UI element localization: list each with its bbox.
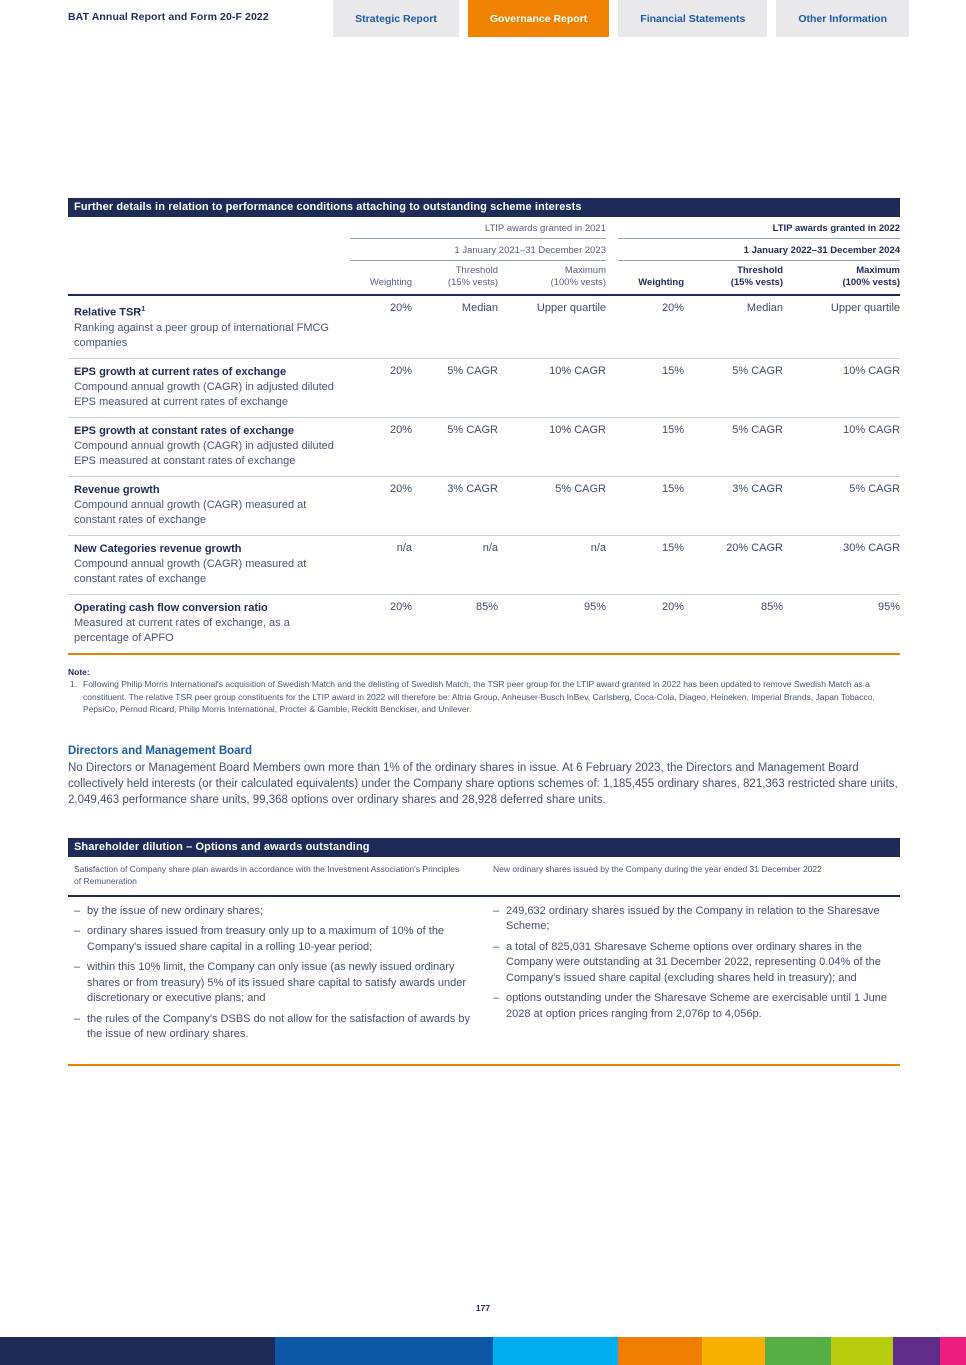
- performance-table-title-bar: Further details in relation to performance conditions attaching to outstanding scheme interests: [68, 198, 900, 217]
- tab-strategic-report[interactable]: Strategic Report: [333, 0, 459, 37]
- cell-value: 3% CAGR: [412, 476, 498, 535]
- footnote-text: Following Philip Morris International's acquisition of Swedish Match and the delisting of Swedish Match, the TSR peer group for the LTIP award granted in 2022 has been updated to remove Swedish Match as a constituent. The relative TSR peer group constituents for the LTIP award in 2022 will therefore be: Altria Group, Anheuser-Busch InBev, Carlsberg, Coca-Cola, Diageo, Heineken, Imperial Brands, Japan Tobacco, PepsiCo, Pernod Ricard, Philip Morris International, Procter & Gamble, Reckitt Benckiser, and Unilever.: [83, 679, 875, 715]
- table-row: [68, 295, 900, 358]
- cell-value: 20%: [661, 302, 684, 314]
- dilution-section: [68, 838, 900, 1066]
- tab-other-information[interactable]: Other Information: [776, 0, 909, 37]
- cell-value: 5% CAGR: [498, 476, 606, 535]
- dilution-right-column: [493, 904, 900, 1048]
- stripe-segment: [702, 1337, 765, 1365]
- tab-governance-report[interactable]: Governance Report: [468, 0, 609, 37]
- list-item: – options outstanding under the Sharesave Scheme are exercisable until 1 June 2028 at option prices ranging from 2,076p to 4,056p.: [493, 991, 894, 1022]
- col-header-maximum-2021: Maximum (100% vests): [498, 261, 606, 295]
- page-number: 177: [475, 1303, 491, 1313]
- col-header-weighting-2021: Weighting: [350, 261, 412, 295]
- cell-value: 5% CAGR: [684, 358, 783, 417]
- top-bar: [0, 0, 966, 37]
- row-title: Operating cash flow conversion ratio: [74, 601, 268, 614]
- cell-value: 10% CAGR: [783, 417, 900, 476]
- dilution-left-header: Satisfaction of Company share plan awards in accordance with the Investment Association's Principles of Remuneration: [74, 863, 460, 887]
- tab-financial-statements[interactable]: Financial Statements: [618, 0, 767, 37]
- cell-value: 20%: [606, 594, 684, 654]
- table-row: [68, 417, 900, 476]
- row-description: Ranking against a peer group of international FMCG companies: [74, 321, 329, 349]
- period-2022-label: 1 January 2022–31 December 2024: [618, 239, 900, 261]
- footer-stripe: [0, 1337, 966, 1365]
- cell-value: 10% CAGR: [783, 358, 900, 417]
- stripe-segment: [831, 1337, 893, 1365]
- cell-value: n/a: [498, 535, 606, 594]
- period-2021-label: 1 January 2021–31 December 2023: [350, 239, 606, 261]
- note-label: Note:: [68, 666, 90, 677]
- cell-value: Median: [746, 302, 783, 314]
- page-content: [68, 198, 900, 1066]
- stripe-segment: [618, 1337, 702, 1365]
- cell-value: 20%: [350, 594, 412, 654]
- cell-value: 85%: [684, 594, 783, 654]
- cell-value: 95%: [783, 594, 900, 654]
- cell-value: n/a: [350, 535, 412, 594]
- dilution-title-bar: Shareholder dilution – Options and awards outstanding: [68, 838, 900, 857]
- stripe-segment: [275, 1337, 493, 1365]
- cell-value: 10% CAGR: [498, 417, 606, 476]
- section-tabs: [333, 0, 909, 37]
- dilution-right-header: New ordinary shares issued by the Company during the year ended 31 December 2022: [493, 863, 822, 874]
- cell-value: 20%: [389, 302, 412, 314]
- cell-value: 30% CAGR: [783, 535, 900, 594]
- col-header-threshold-2022: Threshold (15% vests): [684, 261, 783, 295]
- dilution-column-headers: [68, 857, 900, 895]
- cell-value: 10% CAGR: [498, 358, 606, 417]
- table-row: [68, 535, 900, 594]
- cell-value: 5% CAGR: [412, 417, 498, 476]
- group-2021-label: LTIP awards granted in 2021: [350, 217, 606, 239]
- stripe-segment: [893, 1337, 940, 1365]
- cell-value: 20%: [350, 417, 412, 476]
- stripe-segment: [493, 1337, 618, 1365]
- row-description: Compound annual growth (CAGR) in adjusted diluted EPS measured at constant rates of exchange: [74, 439, 334, 467]
- cell-value: 5% CAGR: [412, 358, 498, 417]
- report-title: BAT Annual Report and Form 20-F 2022: [68, 11, 269, 23]
- cell-value: n/a: [412, 535, 498, 594]
- cell-value: 15%: [606, 417, 684, 476]
- footnotes: [68, 666, 900, 716]
- list-item: – 249,632 ordinary shares issued by the Company in relation to the Sharesave Scheme;: [493, 904, 894, 935]
- table-group-header-row: [68, 217, 900, 239]
- col-header-weighting-2022: Weighting: [606, 261, 684, 295]
- list-item: – a total of 825,031 Sharesave Scheme options over ordinary shares in the Company were outstanding at 31 December 2022, representing 0.04% of the Company's issued share capital (excluding shares held in treasury); and: [493, 940, 894, 987]
- cell-value: 20% CAGR: [684, 535, 783, 594]
- cell-value: 15%: [606, 476, 684, 535]
- cell-value: 15%: [606, 358, 684, 417]
- table-period-header-row: [68, 239, 900, 261]
- list-item: – the rules of the Company's DSBS do not allow for the satisfaction of awards by the issue of new ordinary shares.: [74, 1012, 475, 1043]
- stripe-segment: [940, 1337, 966, 1365]
- cell-value: 3% CAGR: [684, 476, 783, 535]
- performance-conditions-table: [68, 217, 900, 655]
- col-header-maximum-2022: Maximum (100% vests): [783, 261, 900, 295]
- table-row: [68, 476, 900, 535]
- table-row: [68, 358, 900, 417]
- cell-value: Upper quartile: [830, 302, 901, 314]
- cell-value: 95%: [498, 594, 606, 654]
- cell-value: 85%: [412, 594, 498, 654]
- row-title: EPS growth at current rates of exchange: [74, 365, 287, 378]
- footnote-1: [68, 678, 900, 716]
- group-2022-label: LTIP awards granted in 2022: [618, 217, 900, 239]
- row-title: Revenue growth: [74, 483, 160, 496]
- stripe-segment: [0, 1337, 275, 1365]
- list-item: – ordinary shares issued from treasury only up to a maximum of 10% of the Company's issued share capital in a rolling 10-year period;: [74, 924, 475, 955]
- cell-value: 20%: [350, 476, 412, 535]
- cell-value: 5% CAGR: [684, 417, 783, 476]
- dilution-body: [68, 895, 900, 1066]
- dilution-left-column: [68, 904, 493, 1048]
- directors-heading: Directors and Management Board: [68, 744, 253, 757]
- directors-paragraph: No Directors or Management Board Members own more than 1% of the ordinary shares in issue. At 6 February 2023, the Directors and Management Board collectively held interests (or their calculated equivalents) under the Company share options schemes of: 1,185,455 ordinary shares, 821,363 restricted share units, 2,049,463 performance share units, 99,368 options over ordinary shares and 28,928 deferred share units.: [68, 761, 898, 806]
- row-description: Compound annual growth (CAGR) measured at constant rates of exchange: [74, 498, 307, 526]
- row-description: Compound annual growth (CAGR) measured at constant rates of exchange: [74, 557, 307, 585]
- cell-value: Median: [461, 302, 498, 314]
- cell-value: 20%: [350, 358, 412, 417]
- col-header-threshold-2021: Threshold (15% vests): [412, 261, 498, 295]
- list-item: – within this 10% limit, the Company can only issue (as newly issued ordinary shares or from treasury) 5% of its issued share capital to satisfy awards under discretionary or executive plans; and: [74, 960, 475, 1007]
- footnote-reference: 1: [141, 306, 146, 313]
- row-title: New Categories revenue growth: [74, 542, 242, 555]
- row-title: Relative TSR$^1$: [74, 306, 146, 319]
- cell-value: 5% CAGR: [783, 476, 900, 535]
- directors-section: [68, 745, 900, 808]
- row-description: Compound annual growth (CAGR) in adjusted diluted EPS measured at current rates of exchange: [74, 380, 334, 408]
- list-item: – by the issue of new ordinary shares;: [74, 904, 475, 920]
- cell-value: Upper quartile: [536, 302, 606, 314]
- table-column-header-row: [68, 261, 900, 295]
- table-row: [68, 594, 900, 654]
- row-description: Measured at current rates of exchange, as a percentage of APFO: [74, 616, 290, 644]
- row-title: EPS growth at constant rates of exchange: [74, 424, 295, 437]
- stripe-segment: [765, 1337, 831, 1365]
- footnote-number: 1.: [70, 679, 78, 690]
- cell-value: 15%: [606, 535, 684, 594]
